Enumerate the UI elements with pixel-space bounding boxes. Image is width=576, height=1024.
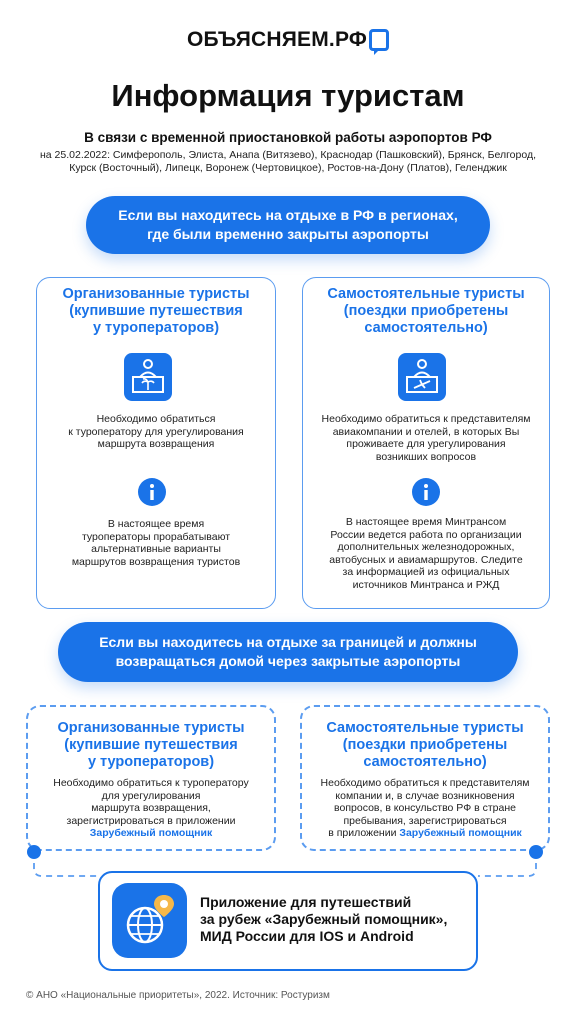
text-line: Необходимо обратиться bbox=[96, 413, 216, 425]
card-title-line: Организованные туристы bbox=[62, 286, 250, 302]
text-line: проживаете для урегулирования bbox=[346, 438, 506, 450]
section2-banner-line: возвращаться домой через закрытые аэропорты bbox=[115, 653, 461, 669]
abroad-independent-tourists-instruction bbox=[300, 777, 550, 840]
section1-banner bbox=[86, 196, 490, 254]
text-line: Необходимо обратиться к туроператору bbox=[53, 777, 249, 789]
organized-tourists-instruction bbox=[36, 413, 276, 451]
app-text-line: за рубеж «Зарубежный помощник», bbox=[200, 911, 448, 927]
card-title-line: (поездки приобретены bbox=[343, 303, 509, 319]
app-link[interactable]: Зарубежный помощник bbox=[89, 827, 213, 839]
globe-app-icon[interactable] bbox=[112, 883, 187, 958]
text-line: зарегистрироваться в приложении bbox=[66, 814, 236, 827]
text-line: России ведется работа по организации bbox=[330, 528, 522, 541]
text-line: автобусных и авиамаршрутов. Следите bbox=[329, 553, 523, 566]
text-line: источников Минтранса и РЖД bbox=[352, 578, 500, 591]
text-line: дополнительных железнодорожных, bbox=[337, 541, 515, 553]
card-title-line: у туроператоров) bbox=[87, 754, 215, 770]
organized-tourists-status bbox=[36, 518, 276, 568]
text-line: за информацией из официальных bbox=[342, 566, 510, 578]
independent-tourists-title bbox=[302, 286, 550, 337]
organized-tourists-title bbox=[36, 286, 276, 337]
subtitle: В связи с временной приостановкой работы аэропортов РФ bbox=[84, 130, 492, 145]
connector-dot bbox=[529, 845, 543, 859]
text-line: авиакомпании и отелей, в которых Вы bbox=[332, 425, 520, 438]
text-line: альтернативные варианты bbox=[91, 543, 221, 555]
card-title-line: у туроператоров) bbox=[92, 320, 220, 336]
abroad-organized-tourists-instruction bbox=[26, 777, 276, 840]
card-title-line: самостоятельно) bbox=[363, 754, 487, 770]
section1-banner-line: где были временно закрыты аэропорты bbox=[147, 226, 429, 242]
text-line: В настоящее время bbox=[107, 518, 205, 530]
text-line: возникших вопросов bbox=[375, 450, 477, 463]
independent-tourists-status bbox=[302, 516, 550, 591]
section2-banner-line: Если вы находитесь на отдыхе за границей и должны bbox=[99, 634, 477, 650]
card-title-line: Самостоятельные туристы bbox=[327, 286, 525, 302]
abroad-organized-tourists-title bbox=[26, 720, 276, 771]
text-line: вопросов, в консульство РФ в стране bbox=[334, 802, 516, 814]
reception-desk-palm-icon bbox=[124, 353, 172, 401]
card-title-line: (поездки приобретены bbox=[342, 737, 508, 753]
section2-banner bbox=[58, 622, 518, 682]
card-title-line: Самостоятельные туристы bbox=[326, 720, 524, 736]
reception-desk-plane-icon bbox=[398, 353, 446, 401]
text-line: Необходимо обратиться к представителям bbox=[320, 777, 530, 789]
logo-text: ОБЪЯСНЯЕМ.РФ bbox=[187, 28, 367, 51]
card-title-line: Организованные туристы bbox=[57, 720, 245, 736]
text-line: В настоящее время Минтрансом bbox=[345, 516, 507, 528]
logo bbox=[0, 28, 576, 52]
page-title: Информация туристам bbox=[111, 78, 465, 113]
app-text-line: Приложение для путешествий bbox=[200, 894, 412, 910]
card-title-line: самостоятельно) bbox=[364, 320, 488, 336]
text-fragment: в приложении bbox=[328, 827, 397, 839]
app-description bbox=[200, 894, 470, 945]
speech-bubble-icon bbox=[369, 29, 389, 51]
text-line: маршрута возвращения bbox=[97, 438, 215, 450]
airports-line: Курск (Восточный), Липецк, Воронеж (Чертовицкое), Ростов-на-Дону (Платов), Геленджик bbox=[69, 162, 507, 174]
text-line: туроператоры прорабатывают bbox=[81, 530, 231, 543]
footer-source: © АНО «Национальные приоритеты», 2022. Источник: Ростуризм bbox=[26, 990, 330, 1001]
card-title-line: (купившие путешествия bbox=[64, 737, 238, 753]
text-line: к туроператору для урегулирования bbox=[68, 425, 244, 438]
text-line bbox=[300, 827, 550, 840]
abroad-independent-tourists-title bbox=[300, 720, 550, 771]
text-line: компании и, в случае возникновения bbox=[335, 789, 515, 802]
text-line: для урегулирования bbox=[101, 789, 201, 802]
text-line: маршрута возвращения, bbox=[91, 802, 211, 814]
airports-line: на 25.02.2022: Симферополь, Элиста, Анапа (Витязево), Краснодар (Пашковский), Брянск, Белгород, bbox=[39, 149, 537, 161]
text-line: Необходимо обратиться к представителям bbox=[321, 413, 531, 425]
app-text-line: МИД России для IOS и Android bbox=[200, 928, 414, 944]
info-icon bbox=[412, 478, 440, 506]
text-line: маршрутов возвращения туристов bbox=[71, 555, 241, 568]
connector-dot bbox=[27, 845, 41, 859]
airports-list bbox=[20, 149, 556, 175]
independent-tourists-instruction bbox=[302, 413, 550, 463]
card-title-line: (купившие путешествия bbox=[69, 303, 243, 319]
app-link[interactable]: Зарубежный помощник bbox=[399, 827, 522, 839]
section1-banner-line: Если вы находитесь на отдыхе в РФ в регионах, bbox=[118, 207, 458, 223]
text-line: пребывания, зарегистрироваться bbox=[343, 814, 507, 827]
info-icon bbox=[138, 478, 166, 506]
